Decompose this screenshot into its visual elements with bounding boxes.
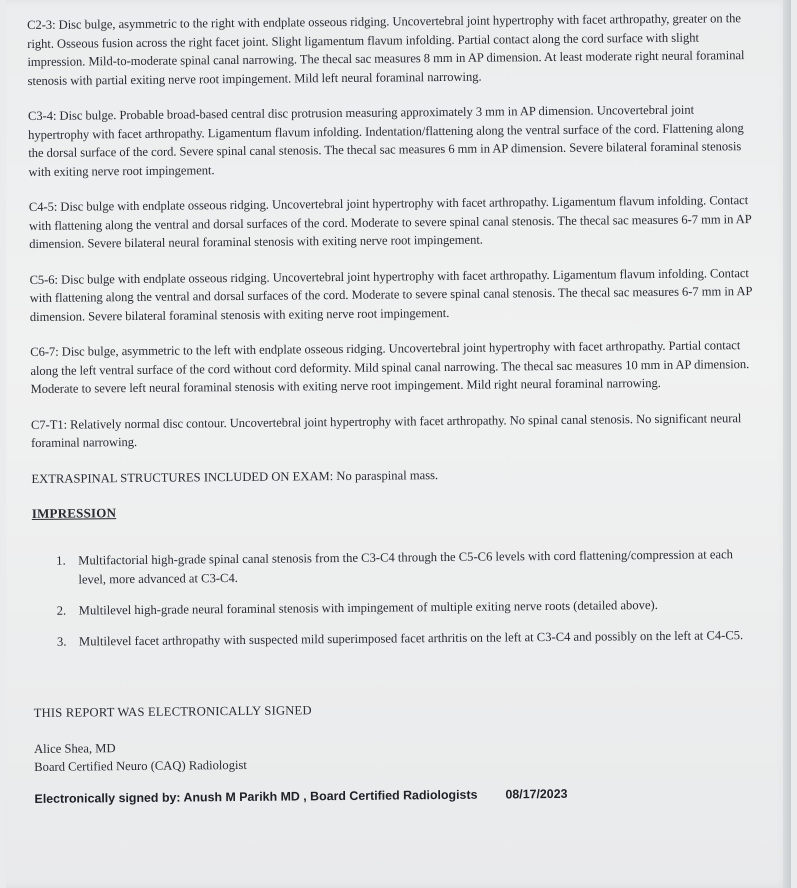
impression-heading: IMPRESSION (31, 504, 117, 521)
impression-item-number: 2. (56, 603, 67, 618)
finding-c6-c7: C6-7: Disc bulge, asymmetric to the left with endplate osseous ridging. Uncovertebral joint hypertrophy with facet arthropathy. Partial contact along the left ventral surface of the cord without cord deformity. Mild spinal canal narrowing. The thecal sac measures 10 mm in AP dimension. Moderate to severe left neural foraminal stenosis with exiting nerve root impingement. Mild right neural foraminal narrowing. (30, 338, 750, 396)
impression-item-text: Multifactorial high-grade spinal canal stenosis from the C3-C4 through the C5-C6 levels with cord flattening/compression at each level, more advanced at C3-C4. (78, 546, 733, 587)
radiologist-name: Alice Shea, MD (33, 740, 116, 756)
impression-item-number: 3. (56, 634, 67, 649)
finding-c5-c6: C5-6: Disc bulge with endplate osseous ridging. Uncovertebral joint hypertrophy with facet arthropathy. Ligamentum flavum infolding. Contact with flattening along the ventral and dorsal surfaces of the cord. Moderate to severe spinal canal stenosis. The thecal sac measures 6-7 mm in AP dimension. Severe bilateral foraminal stenosis with exiting nerve root impingement. (29, 265, 753, 324)
electronic-signature-statement: THIS REPORT WAS ELECTRONICALLY SIGNED (33, 702, 312, 720)
finding-c7-t1: C7-T1: Relatively normal disc contour. Uncovertebral joint hypertrophy with facet arthropathy. No spinal canal stenosis. No significant neural foraminal narrowing. (30, 410, 742, 450)
signature-block (34, 732, 760, 775)
impression-list (32, 545, 759, 652)
signed-by-footer (34, 784, 760, 805)
radiologist-title: Board Certified Neuro (CAQ) Radiologist (34, 757, 247, 774)
page-edge (783, 0, 791, 888)
impression-item-text: Multilevel facet arthropathy with suspected mild superimposed facet arthritis on the left at C3-C4 and possibly on the left at C4-C5. (78, 627, 744, 649)
extraspinal-statement: EXTRASPINAL STRUCTURES INCLUDED ON EXAM: No paraspinal mass. (31, 467, 439, 486)
impression-item (57, 595, 759, 621)
impression-item-text: Multilevel high-grade neural foraminal stenosis with impingement of multiple exiting nerve roots (detailed above). (78, 597, 658, 618)
signed-by-text: Electronically signed by: Anush M Parikh MD , Board Certified Radiologists (34, 787, 478, 806)
impression-item (56, 545, 758, 590)
report-page (6, 0, 791, 888)
signed-date: 08/17/2023 (505, 786, 568, 801)
finding-c4-c5: C4-5: Disc bulge with endplate osseous ridging. Uncovertebral joint hypertrophy with facet arthropathy. Ligamentum flavum infolding. Contact with flattening along the ventral and dorsal surfaces of the cord. Moderate to severe spinal canal stenosis. The thecal sac measures 6-7 mm in AP dimension. Severe bilateral neural foraminal stenosis with exiting nerve root impingement. (28, 193, 752, 251)
impression-item (57, 626, 759, 652)
finding-c2-c3: C2-3: Disc bulge, asymmetric to the right with endplate osseous ridging. Uncovertebral joint hypertrophy with facet arthropathy, greater on the right. Osseous fusion across the right facet joint. Slight ligamentum flavum infolding. Partial contact along the cord surface with slight impression. Mild-to-moderate spinal canal narrowing. The thecal sac measures 8 mm in AP dimension. At least moderate right neural foraminal stenosis with partial exiting nerve root impingement. Mild left neural foraminal narrowing. (27, 11, 745, 88)
report-content (27, 9, 761, 805)
impression-item-number: 1. (56, 553, 66, 568)
finding-c3-c4: C3-4: Disc bulge. Probable broad-based central disc protrusion measuring approximately 3 mm in AP dimension. Uncovertebral joint hypertrophy with facet arthropathy. Ligamentum flavum infolding. Indentation/flattening along the ventral surface of the cord. Flattening along the dorsal surface of the cord. Severe spinal canal stenosis. The thecal sac measures 6 mm in AP dimension. Severe bilateral foraminal stenosis with exiting nerve root impingement. (27, 102, 744, 179)
